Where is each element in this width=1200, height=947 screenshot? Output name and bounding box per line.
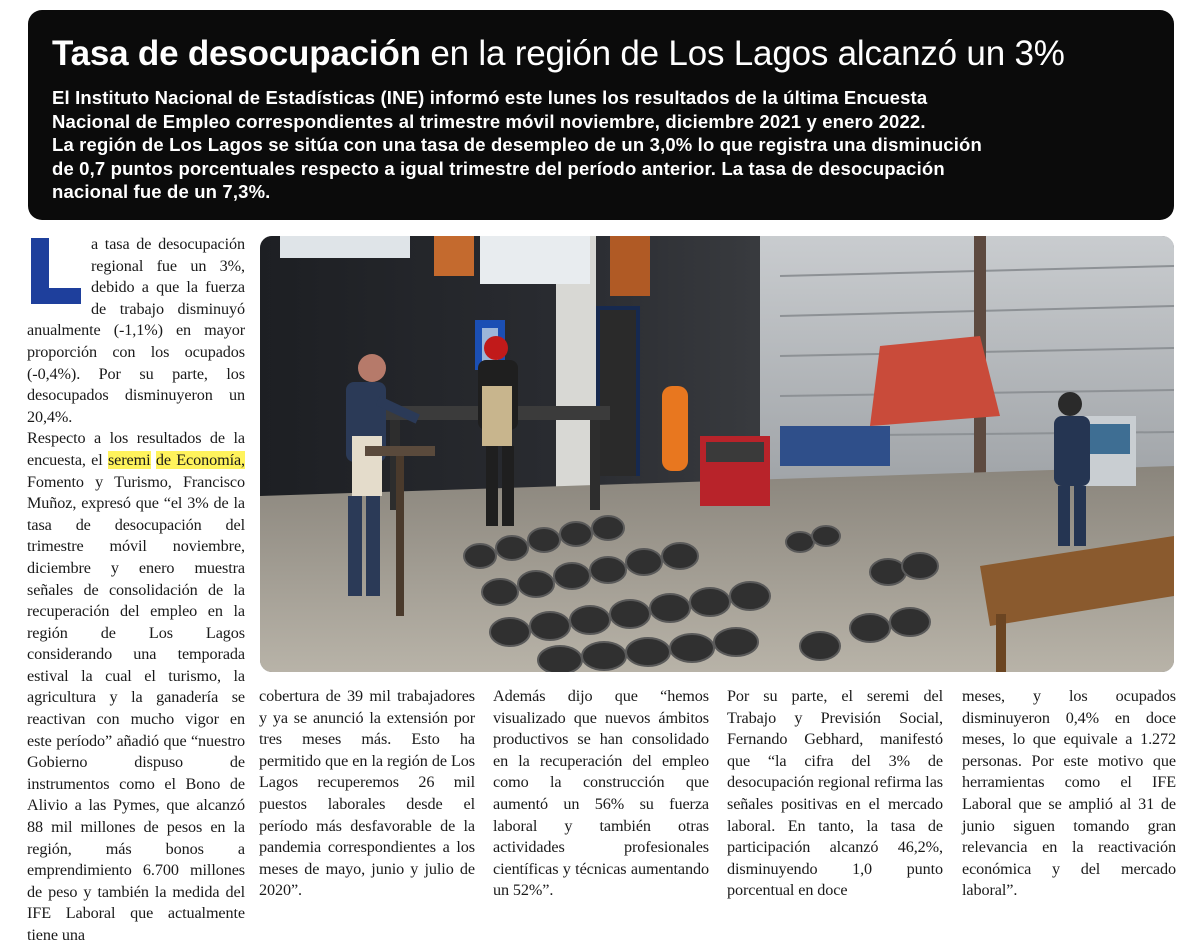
workshop-photo-illustration <box>260 236 1174 672</box>
drop-cap <box>27 236 83 306</box>
headline-bold: Tasa de desocupación <box>52 34 421 73</box>
lead-line: Nacional de Empleo correspondientes al trimestre móvil noviembre, diciembre 2021 y enero 2022. <box>52 110 926 132</box>
highlighted-text: seremi <box>107 450 151 469</box>
lead-line: de 0,7 puntos porcentuales respecto a igual trimestre del período anterior. La tasa de desocupación <box>52 157 945 179</box>
headline-rest: en la región de Los Lagos alcanzó un 3% <box>420 34 1065 73</box>
workshop-photo <box>260 236 1174 672</box>
body-paragraph: Por su parte, el seremi del Trabajo y Previsión Social, Fernando Gebhard, manifestó que “la cifra del 3% de desocupación regional refirma las señales positivas en el mercado laboral. En tanto, la tasa de participación alcanzó 46,2%, disminuyendo 1,0 punto porcentual en doce <box>727 687 943 900</box>
body-text: a tasa de desocupación regional fue un 3%, debido a que la fuerza de trabajo disminuyó anualmente (-1,1%) en mayor proporción con los ocupados (-0,4%). Por su parte, los desocupados disminuyeron un 20,4%. <box>27 235 245 426</box>
body-paragraph: Además dijo que “hemos visualizado que nuevos ámbitos productivos se han consolidado en la recuperación del empleo como la construcción que aumentó un 56% su fuerza laboral y también otras actividades profesionales científicas y técnicas aumentando un 52%”. <box>493 687 709 900</box>
body-paragraph <box>27 234 245 428</box>
lead-line: nacional fue de un 7,3%. <box>52 181 271 202</box>
body-column-1 <box>27 234 245 947</box>
body-text: Fomento y Turismo, Francisco Muñoz, expresó que “el 3% de la tasa de desocupación del trimestre móvil noviembre, diciembre y enero muestra señales de consolidación de la recuperación del empleo en la región de Los Lagos considerando una temporada estival la cual el turismo, la agricultura y la ganadería se reactivan con mucho vigor en este período” añadió que “nuestro Gobierno dispuso de instrumentos como el Bono de Alivio a las Pymes, que alcanzó 88 mil millones de pesos en la región, más bonos a emprendimiento 6.700 millones de peso y también la medida del IFE Laboral que actualmente tiene una <box>27 472 245 944</box>
lead-line: La región de Los Lagos se sitúa con una tasa de desempleo de un 3,0% lo que registra una disminución <box>52 134 982 155</box>
headline-box <box>28 10 1174 220</box>
body-paragraph: meses, y los ocupados disminuyeron 0,4% en doce meses, lo que equivale a 1.272 personas. Por este motivo que herramientas como el IFE Laboral que se amplió al 31 de junio siguen tomando gran relevancia en la reactivación económica y del mercado laboral”. <box>962 687 1176 900</box>
body-column-4 <box>727 686 943 902</box>
body-paragraph <box>27 428 245 946</box>
body-paragraph: cobertura de 39 mil trabajadores y ya se anunció la extensión por tres meses más. Esto ha permitido que en la región de Los Lagos recuperemos 26 mil puestos laborales desde el período más desfavorable de la pandemia correspondientes a los meses de mayo, junio y julio de 2020”. <box>259 687 475 900</box>
highlighted-text: de Economía, <box>155 450 245 469</box>
body-column-5 <box>962 686 1176 902</box>
lead-line: El Instituto Nacional de Estadísticas (INE) informó este lunes los resultados de la última Encuesta <box>52 87 928 108</box>
body-column-3 <box>493 686 709 902</box>
lead-paragraph <box>52 86 1150 204</box>
drop-cap-letter-icon <box>27 236 83 306</box>
headline <box>52 34 1150 74</box>
body-column-2 <box>259 686 475 902</box>
body-text: Respecto a los resultados de la encuesta, el <box>27 429 245 469</box>
